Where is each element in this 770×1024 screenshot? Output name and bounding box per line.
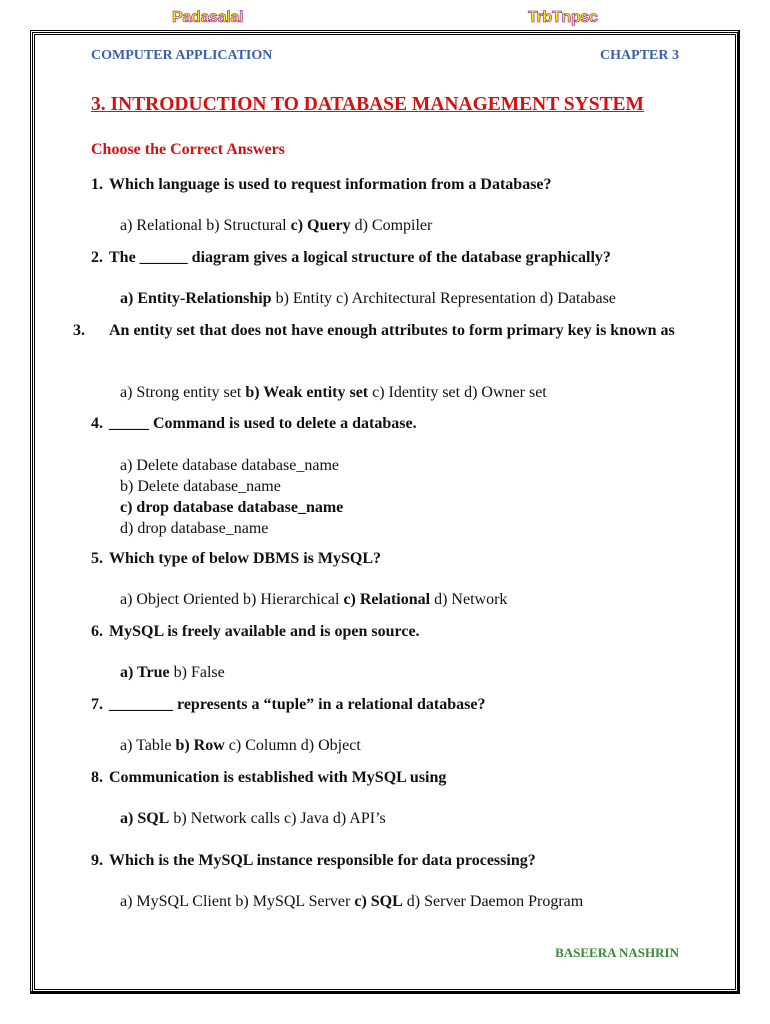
option-text: a) Delete database database_name [120, 457, 339, 474]
question-2 [91, 247, 683, 268]
option-line [120, 476, 343, 497]
correct-answer: c) Query [290, 217, 351, 234]
correct-answer: a) Entity-Relationship [120, 290, 272, 307]
question-number: 2. [91, 249, 103, 266]
answer-options-5 [120, 589, 507, 610]
question-text: MySQL is freely available and is open source. [109, 623, 420, 640]
option-line [120, 288, 616, 309]
question-7 [91, 694, 683, 715]
option-line [120, 662, 225, 683]
answer-options-8 [120, 808, 386, 829]
answer-options-1 [120, 215, 432, 236]
option-text: c) Identity set d) Owner set [368, 384, 547, 401]
option-text: d) Compiler [350, 217, 433, 234]
option-line [120, 215, 432, 236]
question-5 [91, 548, 683, 569]
question-text: Communication is established with MySQL using [109, 769, 447, 786]
question-8 [91, 767, 683, 788]
option-text: b) Network calls c) Java d) API’s [169, 810, 386, 827]
option-text: b) Delete database_name [120, 478, 281, 495]
option-line [120, 808, 386, 829]
option-line [120, 497, 343, 518]
author-footer: BASEERA NASHRIN [555, 945, 679, 960]
question-3 [73, 320, 683, 341]
section-heading: Choose the Correct Answers [91, 141, 285, 158]
question-4 [91, 413, 683, 434]
question-text: Which language is used to request information from a Database? [109, 176, 552, 193]
option-text: d) Server Daemon Program [402, 893, 584, 910]
option-text: d) drop database_name [120, 520, 269, 537]
question-text: _____ Command is used to delete a database. [109, 415, 417, 432]
option-text: a) Object Oriented b) Hierarchical [120, 591, 344, 608]
option-line [120, 891, 583, 912]
question-9 [91, 850, 683, 871]
option-text: a) MySQL Client b) MySQL Server [120, 893, 355, 910]
correct-answer: c) SQL [354, 893, 403, 910]
question-text: An entity set that does not have enough attributes to form primary key is known as [109, 322, 675, 339]
option-text: a) Relational b) Structural [120, 217, 291, 234]
question-number: 9. [91, 852, 103, 869]
answer-options-7 [120, 735, 361, 756]
trbtnpsc-watermark: TrbTnpsc [528, 9, 598, 26]
question-text: Which type of below DBMS is MySQL? [109, 550, 382, 567]
chapter-header: CHAPTER 3 [600, 48, 679, 63]
correct-answer: c) Relational [343, 591, 431, 608]
question-text: ________ represents a “tuple” in a relational database? [109, 696, 486, 713]
subject-header: COMPUTER APPLICATION [91, 48, 273, 63]
option-line [120, 518, 343, 539]
question-6 [91, 621, 683, 642]
option-line [120, 589, 507, 610]
option-line [120, 735, 361, 756]
option-text: b) Entity c) Architectural Representation d) Database [271, 290, 616, 307]
option-text: b) False [169, 664, 225, 681]
padasalai-watermark: Padasalai [172, 9, 244, 26]
question-text: The ______ diagram gives a logical structure of the database graphically? [109, 249, 611, 266]
correct-answer: c) drop database database_name [120, 499, 344, 516]
question-number: 4. [91, 415, 103, 432]
answer-options-3 [120, 382, 547, 403]
option-text: a) Strong entity set [120, 384, 246, 401]
question-1 [91, 174, 683, 195]
correct-answer: a) True [120, 664, 170, 681]
correct-answer: a) SQL [120, 810, 170, 827]
option-text: d) Network [430, 591, 508, 608]
question-number: 3. [73, 322, 85, 339]
question-text: Which is the MySQL instance responsible for data processing? [109, 852, 536, 869]
answer-options-2 [120, 288, 616, 309]
answer-options-9 [120, 891, 583, 912]
correct-answer: b) Row [175, 737, 225, 754]
answer-options-4 [120, 455, 343, 539]
correct-answer: b) Weak entity set [245, 384, 369, 401]
option-text: c) Column d) Object [224, 737, 361, 754]
answer-options-6 [120, 662, 225, 683]
question-number: 7. [91, 696, 103, 713]
question-number: 6. [91, 623, 103, 640]
option-line [120, 382, 547, 403]
question-number: 8. [91, 769, 103, 786]
question-number: 5. [91, 550, 103, 567]
option-line [120, 455, 343, 476]
page-title: 3. INTRODUCTION TO DATABASE MANAGEMENT SYSTEM [91, 94, 644, 115]
question-number: 1. [91, 176, 103, 193]
option-text: a) Table [120, 737, 176, 754]
